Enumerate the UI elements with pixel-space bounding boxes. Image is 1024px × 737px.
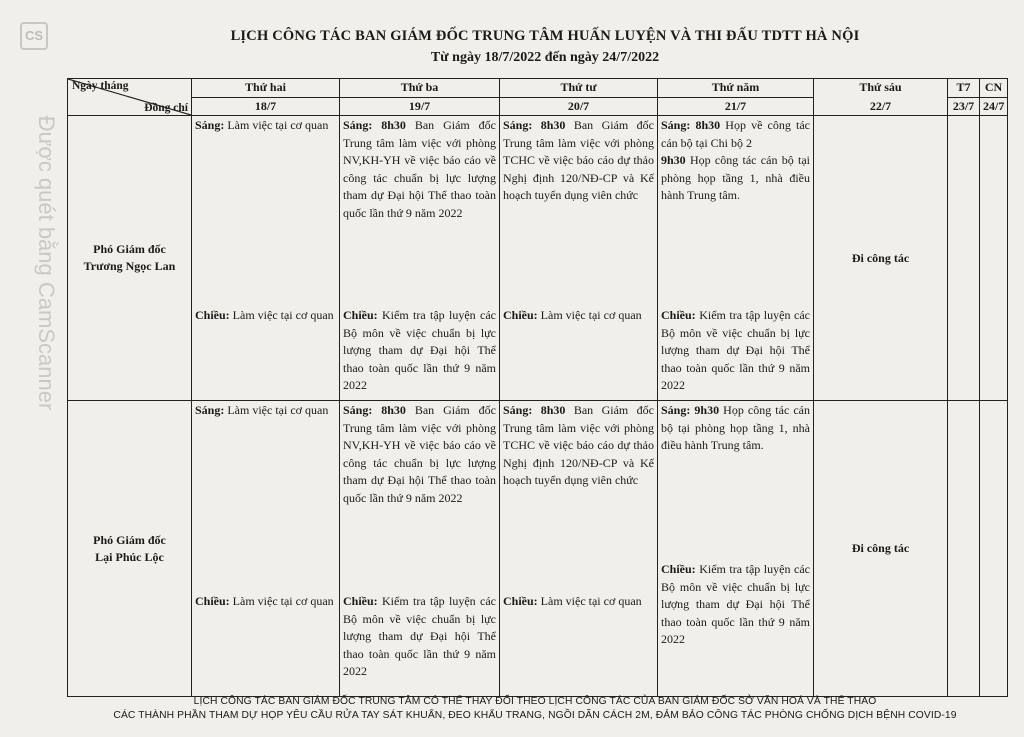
corner-label-date: Ngày tháng [72, 80, 129, 92]
day-name-sat: T7 [948, 79, 980, 98]
afternoon-text: Kiểm tra tập luyện các Bộ môn về việc chuẩn bị lực lượng tham dự Đại hội Thể thao toàn quốc lần thứ 9 năm 2022 [661, 308, 810, 392]
day-date-mon: 18/7 [192, 97, 340, 116]
morning-entry [195, 402, 336, 420]
day-date-thu: 21/7 [658, 97, 814, 116]
afternoon-label: Chiều: [343, 594, 378, 608]
afternoon-entry [195, 593, 336, 611]
morning-second-text: Họp công tác cán bộ tại phòng họp tầng 1, nhà điều hành Trung tâm. [661, 153, 810, 202]
document-subtitle: Từ ngày 18/7/2022 đến ngày 24/7/2022 [430, 50, 660, 65]
afternoon-entry [503, 307, 654, 325]
person-title: Phó Giám đốc [93, 532, 166, 547]
schedule-cell-thu [658, 401, 814, 697]
day-date-sat: 23/7 [948, 97, 980, 116]
day-name-fri: Thứ sáu [859, 80, 902, 94]
morning-label: Sáng: 8h30 [503, 118, 566, 132]
afternoon-label: Chiều: [661, 562, 696, 576]
day-name-tue: Thứ ba [340, 79, 500, 98]
morning-entry [503, 117, 654, 205]
corner-label-person: Đồng chí [144, 102, 188, 114]
person-name: Lại Phúc Lộc [95, 549, 164, 564]
morning-text: Ban Giám đốc Trung tâm làm việc với phòng NV,KH-YH về việc báo cáo về công tác chuẩn bị lực lượng tham dự Đại hội Thể thao toàn quốc lần thứ 9 năm 2022 [343, 403, 496, 505]
morning-text: Ban Giám đốc Trung tâm làm việc với phòng TCHC về việc báo cáo dự thảo Nghị định 120/NĐ-CP và Kế hoạch tuyển dụng viên chức [503, 403, 654, 487]
afternoon-entry [661, 307, 810, 395]
day-date-tue: 19/7 [340, 97, 500, 116]
schedule-cell-tue [340, 116, 500, 401]
afternoon-label: Chiều: [195, 308, 230, 322]
morning-label: Sáng: 8h30 [661, 118, 721, 132]
person-cell [68, 401, 192, 697]
afternoon-text: Kiểm tra tập luyện các Bộ môn về việc chuẩn bị lực lượng tham dự Đại hội Thể thao toàn quốc lần thứ 9 năm 2022 [343, 308, 496, 392]
morning-entry [343, 117, 496, 222]
morning-label: Sáng: 9h30 [661, 403, 720, 417]
day-date-wed: 20/7 [500, 97, 658, 116]
day-name-mon: Thứ hai [192, 79, 340, 98]
afternoon-entry [661, 561, 810, 649]
afternoon-entry [343, 307, 496, 395]
morning-entry [195, 117, 336, 135]
camscanner-watermark [14, 22, 59, 462]
afternoon-label: Chiều: [195, 594, 230, 608]
afternoon-label: Chiều: [343, 308, 378, 322]
schedule-cell-wed [500, 401, 658, 697]
morning-text: Làm việc tại cơ quan [224, 403, 329, 417]
morning-entry [503, 402, 654, 490]
schedule-cell-mon [192, 401, 340, 697]
schedule-cell-sat [948, 116, 980, 401]
afternoon-label: Chiều: [503, 594, 538, 608]
person-name: Trương Ngọc Lan [83, 259, 176, 273]
watermark-text: Được quét bằng CamScanner [34, 115, 59, 411]
afternoon-text: Làm việc tại cơ quan [537, 594, 642, 608]
morning-text: Ban Giám đốc Trung tâm làm việc với phòng NV,KH-YH về việc báo cáo về công tác chuẩn bị lực lượng tham dự Đại hội Thể thao toàn quốc lần thứ 9 năm 2022 [343, 118, 496, 220]
header-row-days [68, 79, 1008, 98]
morning-label: Sáng: [195, 118, 225, 132]
person-title: Phó Giám đốc [93, 242, 166, 256]
day-name-wed: Thứ tư [500, 79, 658, 98]
footer-note-schedule-change: LỊCH CÔNG TÁC BAN GIÁM ĐỐC TRUNG TÂM CÓ THỂ THAY ĐỔI THEO LỊCH CÔNG TÁC CỦA BAN GIÁM ĐỐC SỞ VĂN HOÁ VÀ THỂ THAO [193, 696, 877, 707]
schedule-cell-thu [658, 116, 814, 401]
morning-text: Họp công tác cán bộ tại phòng họp tầng 1, nhà điều hành Trung tâm. [661, 403, 810, 452]
morning-text: Họp về công tác cán bộ tại Chi bộ 2 [661, 118, 810, 150]
afternoon-text: Kiểm tra tập luyện các Bộ môn về việc chuẩn bị lực lượng tham dự Đại hội Thể thao toàn quốc lần thứ 9 năm 2022 [661, 562, 810, 646]
afternoon-entry [503, 593, 654, 611]
schedule-cell-fri: Đi công tác [814, 401, 948, 697]
morning-second-label: 9h30 [661, 153, 686, 167]
day-date-sun: 24/7 [980, 97, 1008, 116]
table-row [68, 401, 1008, 697]
morning-entry [661, 117, 810, 205]
morning-entry [661, 402, 810, 455]
header-corner-cell [68, 79, 192, 116]
schedule-cell-sun [980, 401, 1008, 697]
schedule-table [67, 78, 1008, 697]
morning-label: Sáng: 8h30 [503, 403, 566, 417]
afternoon-text: Làm việc tại cơ quan [229, 308, 334, 322]
day-name-sun: CN [980, 79, 1008, 98]
morning-entry [343, 402, 496, 507]
day-fri-header [814, 79, 948, 116]
camscanner-logo-icon: CS [20, 22, 48, 50]
morning-text: Ban Giám đốc Trung tâm làm việc với phòng TCHC về việc báo cáo dự thảo Nghị định 120/NĐ-CP và Kế hoạch tuyển dụng viên chức [503, 118, 654, 202]
afternoon-text: Kiểm tra tập luyện các Bộ môn về việc chuẩn bị lực lượng tham dự Đại hội Thể thao toàn quốc lần thứ 9 năm 2022 [343, 594, 496, 678]
table-row [68, 116, 1008, 401]
document-title: LỊCH CÔNG TÁC BAN GIÁM ĐỐC TRUNG TÂM HUẤN LUYỆN VÀ THI ĐẤU TDTT HÀ NỘI [230, 28, 860, 44]
morning-label: Sáng: 8h30 [343, 118, 406, 132]
schedule-cell-sat [948, 401, 980, 697]
afternoon-entry [343, 593, 496, 681]
afternoon-text: Làm việc tại cơ quan [537, 308, 642, 322]
schedule-cell-wed [500, 116, 658, 401]
afternoon-entry [195, 307, 336, 325]
schedule-cell-mon [192, 116, 340, 401]
person-cell [68, 116, 192, 401]
day-date-fri: 22/7 [869, 99, 892, 113]
schedule-cell-fri: Đi công tác [814, 116, 948, 401]
morning-text: Làm việc tại cơ quan [224, 118, 329, 132]
schedule-cell-tue [340, 401, 500, 697]
morning-label: Sáng: 8h30 [343, 403, 406, 417]
afternoon-label: Chiều: [503, 308, 538, 322]
afternoon-text: Làm việc tại cơ quan [229, 594, 334, 608]
morning-label: Sáng: [195, 403, 225, 417]
footer-note-covid: CÁC THÀNH PHẦN THAM DỰ HỌP YÊU CẦU RỬA TAY SÁT KHUẨN, ĐEO KHẨU TRANG, NGỒI DÃN CÁCH 2M, ĐẢM BẢO CÔNG TÁC PHÒNG CHỐNG DỊCH BỆNH COVID-19 [113, 710, 957, 721]
schedule-cell-sun [980, 116, 1008, 401]
afternoon-label: Chiều: [661, 308, 696, 322]
day-name-thu: Thứ năm [658, 79, 814, 98]
